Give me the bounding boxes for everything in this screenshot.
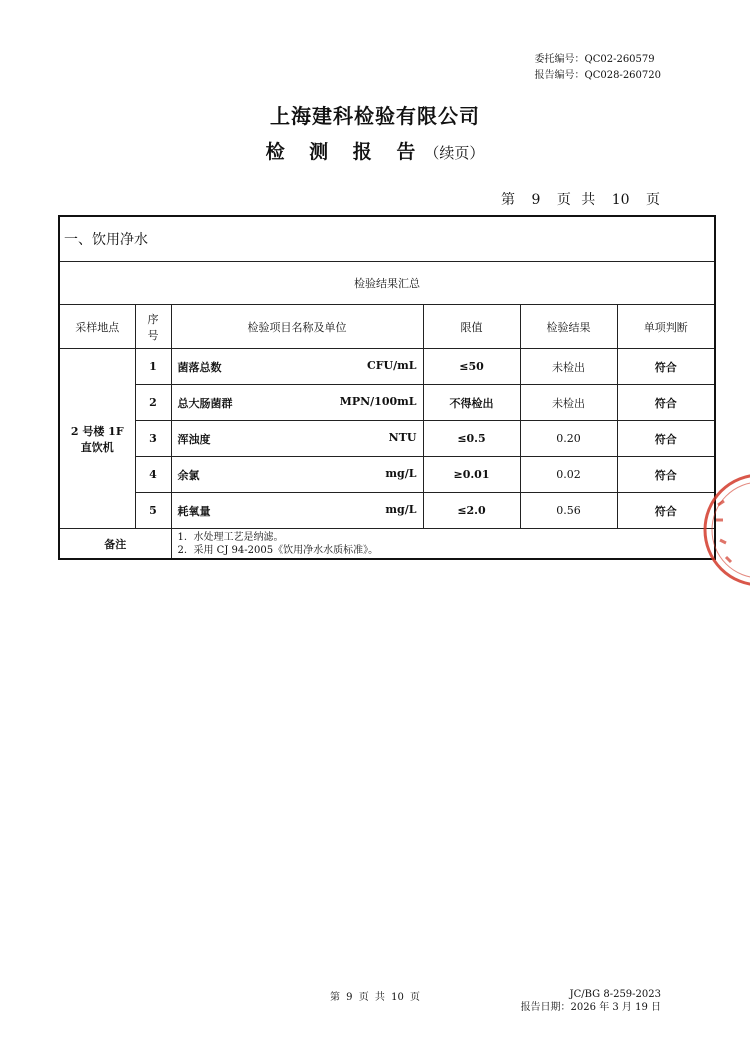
summary-row [59, 262, 715, 305]
item-unit: mg/L [385, 502, 417, 516]
footer-info [521, 988, 661, 1014]
item-name: 菌落总数 [177, 360, 222, 374]
row-limit: ≤0.5 [423, 421, 520, 457]
sampling-location: 2 号楼 1F 直饮机 [59, 349, 135, 529]
item-unit: MPN/100mL [339, 394, 417, 408]
row-item [171, 349, 423, 385]
item-name: 余氯 [177, 468, 200, 482]
page-indicator [495, 189, 660, 209]
row-limit: 不得检出 [423, 385, 520, 421]
row-seq: 4 [135, 457, 171, 493]
report-title-sub: （续页） [424, 144, 485, 162]
header-limit: 限值 [423, 305, 520, 349]
row-judgment: 符合 [617, 457, 715, 493]
row-seq: 2 [135, 385, 171, 421]
table-row [59, 421, 715, 457]
page-current: 9 [531, 192, 541, 208]
report-identifiers [535, 52, 662, 84]
report-date: 报告日期：2026 年 3 月 19 日 [520, 1002, 661, 1013]
remark-line [178, 531, 711, 544]
item-unit: CFU/mL [366, 358, 417, 372]
remark-line [178, 544, 711, 557]
row-result: 未检出 [520, 349, 617, 385]
item-name: 总大肠菌群 [177, 396, 233, 410]
row-result: 0.02 [520, 457, 617, 493]
item-name: 耗氧量 [177, 504, 211, 518]
row-judgment: 符合 [617, 493, 715, 529]
row-item [171, 493, 423, 529]
row-seq: 1 [135, 349, 171, 385]
section-title: 一、饮用净水 [59, 216, 715, 262]
row-limit: ≥0.01 [423, 457, 520, 493]
header-location: 采样地点 [59, 305, 135, 349]
table-header-row [59, 305, 715, 349]
summary-title: 检验结果汇总 [59, 262, 715, 305]
item-unit: mg/L [385, 466, 417, 480]
remark-number: 1. [177, 531, 188, 543]
remarks-row [59, 529, 715, 560]
seal-stamp [700, 465, 750, 595]
report-title [0, 137, 750, 164]
report-number: 报告编号：QC028-260720 [534, 70, 661, 81]
table-row [59, 385, 715, 421]
row-item [171, 421, 423, 457]
document-code: JC/BG 8-259-2023 [569, 989, 661, 1000]
row-judgment: 符合 [617, 385, 715, 421]
row-limit: ≤2.0 [423, 493, 520, 529]
row-item [171, 457, 423, 493]
footer-page-number: 第 9 页 共 10 页 [330, 992, 420, 1003]
seal-stamp-graphic [700, 465, 750, 595]
row-judgment: 符合 [617, 421, 715, 457]
header-seq: 序号 [135, 305, 171, 349]
row-result: 未检出 [520, 385, 617, 421]
remark-number: 2. [177, 544, 188, 556]
remarks-label: 备注 [59, 529, 171, 560]
commission-number: 委托编号：QC02-260579 [534, 54, 655, 65]
item-name: 浑浊度 [177, 432, 211, 446]
page-total: 10 [611, 192, 630, 208]
header-result: 检验结果 [520, 305, 617, 349]
row-judgment: 符合 [617, 349, 715, 385]
table-row [59, 349, 715, 385]
header-item: 检验项目名称及单位 [171, 305, 423, 349]
row-result: 0.20 [520, 421, 617, 457]
remarks-content [171, 529, 715, 560]
item-unit: NTU [388, 430, 417, 444]
row-seq: 3 [135, 421, 171, 457]
results-table [58, 215, 716, 560]
row-limit: ≤50 [423, 349, 520, 385]
table-row [59, 457, 715, 493]
page-suffix: 页 [646, 192, 660, 208]
remark-text: 采用 CJ 94-2005《饮用净水水质标准》。 [193, 544, 379, 556]
table-row [59, 493, 715, 529]
page-middle: 页 共 [556, 192, 596, 208]
company-name: 上海建科检验有限公司 [270, 104, 480, 128]
header-judgment: 单项判断 [617, 305, 715, 349]
row-item [171, 385, 423, 421]
report-title-main: 检 测 报 告 [265, 141, 425, 163]
section-row [59, 216, 715, 262]
page-prefix: 第 [500, 192, 515, 208]
remark-text: 水处理工艺是纳滤。 [193, 531, 284, 543]
row-result: 0.56 [520, 493, 617, 529]
row-seq: 5 [135, 493, 171, 529]
